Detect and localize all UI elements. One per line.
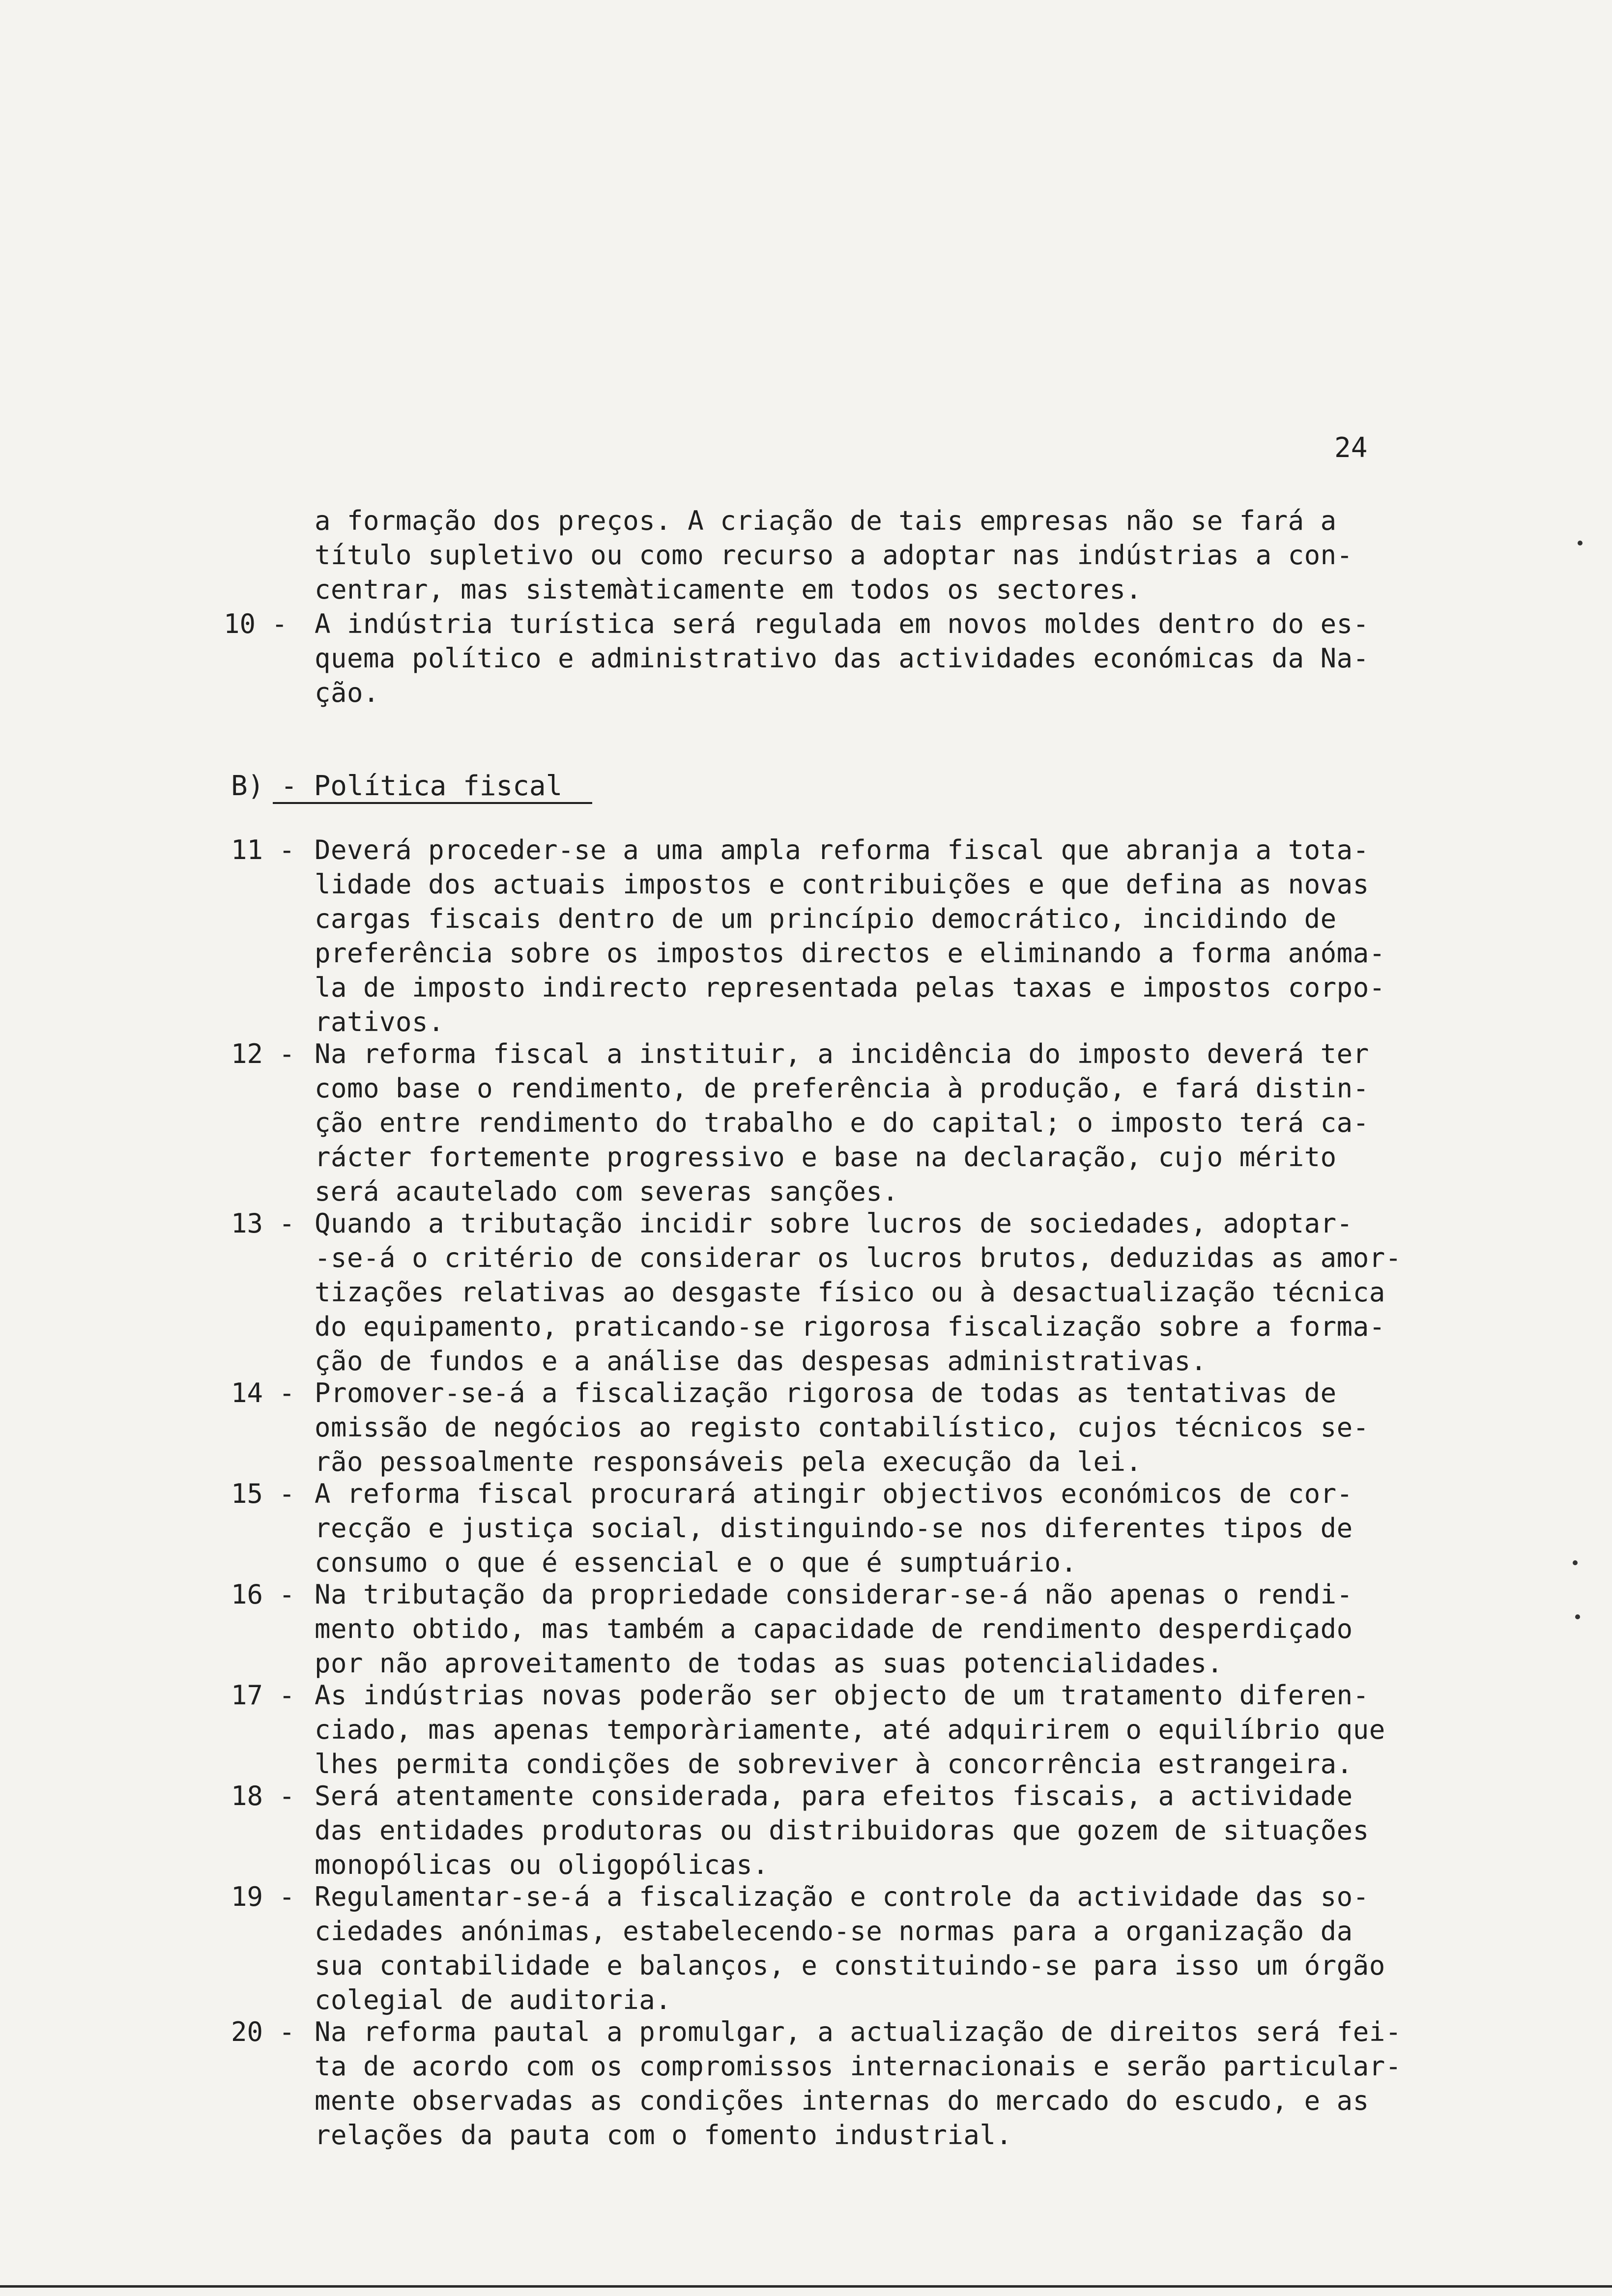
scan-speck xyxy=(1573,1560,1578,1565)
item-number: 11 - xyxy=(231,834,295,865)
item-line: As indústrias novas poderão ser objecto de um tratamento diferen- xyxy=(315,1680,1369,1711)
item-line: rativos. xyxy=(315,1006,445,1037)
item-line: do equipamento, praticando-se rigorosa fiscalização sobre a forma- xyxy=(315,1311,1385,1342)
item-line: lhes permita condições de sobreviver à concorrência estrangeira. xyxy=(315,1749,1353,1779)
scan-speck xyxy=(1578,541,1583,545)
item-line: monopólicas ou oligopólicas. xyxy=(315,1849,769,1880)
item-line: Regulamentar-se-á a fiscalização e controle da actividade das so- xyxy=(315,1881,1369,1912)
item-number: 20 - xyxy=(231,2016,295,2047)
item-line: tizações relativas ao desgaste físico ou à desactualização técnica xyxy=(315,1277,1385,1308)
intro-line: título supletivo ou como recurso a adoptar nas indústrias a con- xyxy=(315,540,1353,571)
item-line: ção entre rendimento do trabalho e do capital; o imposto terá ca- xyxy=(315,1107,1369,1138)
item-line: ciedades anónimas, estabelecendo-se normas para a organização da xyxy=(315,1916,1353,1947)
item-number: 15 - xyxy=(231,1478,295,1509)
item-line: ciado, mas apenas temporàriamente, até adquirirem o equilíbrio que xyxy=(315,1714,1385,1745)
item-line: preferência sobre os impostos directos e eliminando a forma anóma- xyxy=(315,938,1385,969)
item-line: relações da pauta com o fomento industrial. xyxy=(315,2120,1012,2151)
item-number: 13 - xyxy=(231,1208,295,1239)
item-line: cargas fiscais dentro de um princípio democrático, incidindo de xyxy=(315,903,1337,934)
item-line: ta de acordo com os compromissos internacionais e serão particular- xyxy=(315,2051,1402,2082)
heading-underline xyxy=(273,802,592,804)
item-line: la de imposto indirecto representada pelas taxas e impostos corpo- xyxy=(315,972,1385,1003)
item-line: consumo o que é essencial e o que é sumptuário. xyxy=(315,1547,1077,1578)
item-line: quema político e administrativo das actividades económicas da Na- xyxy=(315,643,1369,674)
item-line: mente observadas as condições internas do mercado do escudo, e as xyxy=(315,2085,1369,2116)
item-line: como base o rendimento, de preferência à produção, e fará distin- xyxy=(315,1073,1369,1104)
item-line: -se-á o critério de considerar os lucros brutos, deduzidas as amor- xyxy=(315,1242,1402,1273)
item-line: Na reforma fiscal a instituir, a incidência do imposto deverá ter xyxy=(315,1038,1369,1069)
intro-line: a formação dos preços. A criação de tais empresas não se fará a xyxy=(315,505,1337,536)
item-line: lidade dos actuais impostos e contribuições e que defina as novas xyxy=(315,869,1369,900)
item-number: 18 - xyxy=(231,1780,295,1811)
item-line: Será atentamente considerada, para efeitos fiscais, a actividade xyxy=(315,1780,1353,1811)
item-line: Na tributação da propriedade considerar-se-á não apenas o rendi- xyxy=(315,1579,1353,1610)
item-number: 19 - xyxy=(231,1881,295,1912)
item-line: recção e justiça social, distinguindo-se nos diferentes tipos de xyxy=(315,1513,1353,1544)
item-number: 14 - xyxy=(231,1378,295,1408)
intro-line: centrar, mas sistemàticamente em todos os sectores. xyxy=(315,574,1142,605)
item-line: Promover-se-á a fiscalização rigorosa de todas as tentativas de xyxy=(315,1378,1337,1408)
item-line: ção de fundos e a análise das despesas administrativas. xyxy=(315,1346,1207,1377)
item-line: mento obtido, mas também a capacidade de rendimento desperdiçado xyxy=(315,1613,1353,1644)
page-number: 24 xyxy=(1334,432,1368,464)
item-line: ção. xyxy=(315,677,380,708)
item-line: sua contabilidade e balanços, e constituindo-se para isso um órgão xyxy=(315,1950,1385,1981)
item-line: das entidades produtoras ou distribuidoras que gozem de situações xyxy=(315,1815,1369,1846)
item-line: Quando a tributação incidir sobre lucros de sociedades, adoptar- xyxy=(315,1208,1353,1239)
item-line: Na reforma pautal a promulgar, a actualização de direitos será fei- xyxy=(315,2016,1402,2047)
bottom-rule xyxy=(0,2285,1612,2288)
item-line: rácter fortemente progressivo e base na declaração, cujo mérito xyxy=(315,1142,1337,1173)
item-number: 16 - xyxy=(231,1579,295,1610)
item-number: 17 - xyxy=(231,1680,295,1711)
item-line: Deverá proceder-se a uma ampla reforma fiscal que abranja a tota- xyxy=(315,834,1369,865)
item-number: 12 - xyxy=(231,1038,295,1069)
item-line: será acautelado com severas sanções. xyxy=(315,1176,899,1207)
item-number: 10 - xyxy=(224,608,288,639)
scan-speck xyxy=(1575,1614,1580,1619)
item-line: omissão de negócios ao registo contabilístico, cujos técnicos se- xyxy=(315,1412,1369,1443)
item-line: colegial de auditoria. xyxy=(315,1984,672,2015)
section-heading: B) - Política fiscal xyxy=(231,770,563,802)
item-line: por não aproveitamento de todas as suas potencialidades. xyxy=(315,1648,1223,1679)
item-line: A reforma fiscal procurará atingir objectivos económicos de cor- xyxy=(315,1478,1353,1509)
item-line: A indústria turística será regulada em novos moldes dentro do es- xyxy=(315,608,1369,639)
item-line: rão pessoalmente responsáveis pela execução da lei. xyxy=(315,1446,1142,1477)
